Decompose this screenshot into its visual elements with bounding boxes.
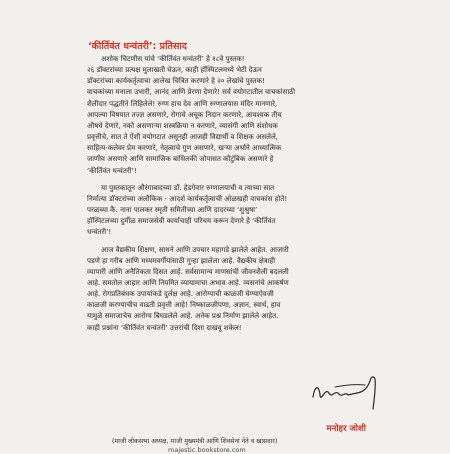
- paragraph-2: [87, 182, 379, 238]
- text-line: ‘कीर्तिवंत धन्वंतरी’!: [87, 165, 137, 175]
- text-line: अशोक चिटणीस यांचे ‘कीर्तिवंत धन्वंतरी’ हे १८वे पुस्तक!: [101, 54, 245, 63]
- text-line: आहे. रोगप्रतिबंधक उपायांकडे दुर्लक्ष आहे. आरोग्याची काळजी घेण्याऐवजी: [87, 289, 274, 299]
- text-line: शैलीदार पद्धतीने लिहिलेले! रुग्ण हाच देव आणि रुग्णालयास मंदिर मानणारे,: [87, 98, 278, 108]
- text-line: आज वैद्यकीय शिक्षण, साधने आणि उपचार महागडे झालेले आहेत. आजारी: [101, 244, 289, 254]
- text-line: यामुळे समाजाचेच आरोग्य बिघडलेले आहे. अनेक प्रश्न निर्माण झालेले आहेत.: [87, 311, 279, 321]
- author-designation: (माजी लोकसभा अध्यक्ष, माजी मुख्यमंत्री आणि शिवसेना नेते व खासदार): [112, 438, 278, 445]
- text-line: जाणीव असणारे आणि सामाजिक बांधिलकी जोपासत कौटुंबिक असणारे हे: [87, 154, 274, 164]
- page-heading: ‘कीर्तिवंत धन्वंतरी’: प्रतिसाद: [88, 41, 187, 52]
- text-line: २६ डॉक्टरांच्या प्रत्यक्ष मुलाखती घेऊन, काही हॉस्पिटलमध्ये भेटी देऊन: [87, 65, 262, 75]
- text-line: औषधे देणारे, नको असणाऱ्या शस्त्रक्रिया न करणारे, व्यासंगी आणि संशोधक: [87, 120, 278, 130]
- text-line: आपल्या विषयात तज्ज्ञ असणारे, रोगाचे अचूक निदान करणारे, आवश्यक तीच: [87, 109, 282, 119]
- text-line: साहित्य-कलेवर प्रेम करणारे, नेतृत्वाचे गुण असणारे, खऱ्या अर्थाने आध्यात्मिक: [87, 143, 282, 153]
- text-line: काळजी करण्याचीच वाढती प्रवृत्ती आहे! निष्काळजीपणा, अज्ञान, स्वार्थ, हाव: [87, 300, 281, 310]
- text-line: व्यापारी आणि अनैतिकता दिसत आहे. सर्वसामान्य माणसांची जीवनशैली बदलली: [87, 266, 289, 276]
- text-line: पडणे हा गरीब आणि मध्यमवर्गीयांसाठी गुन्हा झालेला आहे. वैद्यकीय क्षेत्राही: [87, 255, 276, 265]
- text-line: हॉस्पिटलच्या दुर्मीळ समाजसेवी कार्याचाही परिचय करून देणारे हे ‘कीर्तिवंत: [87, 216, 276, 226]
- website-watermark: majestic.bookstore.com: [168, 446, 246, 454]
- text-line: प्रवृत्तीचे, सात ते ऐंशी वयोगटात असूनही आजही विद्यार्थी व शिक्षक असलेले,: [87, 132, 278, 142]
- paragraph-3: [87, 244, 379, 333]
- body-text: [87, 53, 379, 333]
- text-line: धन्वंतरी’!: [87, 227, 112, 237]
- author-name: मनोहर जोशी: [326, 424, 366, 434]
- text-line: निर्मात्या डॉक्टरांच्या अलौकिक - आदर्श कार्यकर्तृत्वाची ओळखही वाचकांस होते!: [87, 193, 288, 203]
- text-line: या पुस्तकातून औरंगाबादच्या डॉ. हेडगेवार रुग्णालयाची व त्याच्या सात: [101, 182, 275, 192]
- handwritten-signature: [305, 367, 385, 417]
- text-line: डॉक्टरांच्या कार्यकर्तृत्वाचा आलेख चित्रित करणारे हे २० लेखांचे पुस्तक!: [87, 76, 265, 86]
- text-line: काही प्रश्नांना ‘कीर्तिवंत धन्वंतरी’ उत्तरांची दिशा दाखवू शकेल!: [87, 322, 242, 332]
- paragraph-1: [87, 53, 379, 176]
- text-line: परळच्या कै. नाना पालकर स्मृती समितीच्या आणि दादरच्या ‘शुश्रुषा’: [87, 205, 258, 215]
- text-line: वाचकांच्या मनाला उभारी, आनंद आणि प्रेरणा देणारे! सर्व वयोगटातील वाचकांसाठी: [87, 87, 296, 97]
- text-line: आहे. समतोल आहार आणि नियमित व्यायामाचा अभाव आहे. व्यसनांचे आकर्षण: [87, 277, 289, 287]
